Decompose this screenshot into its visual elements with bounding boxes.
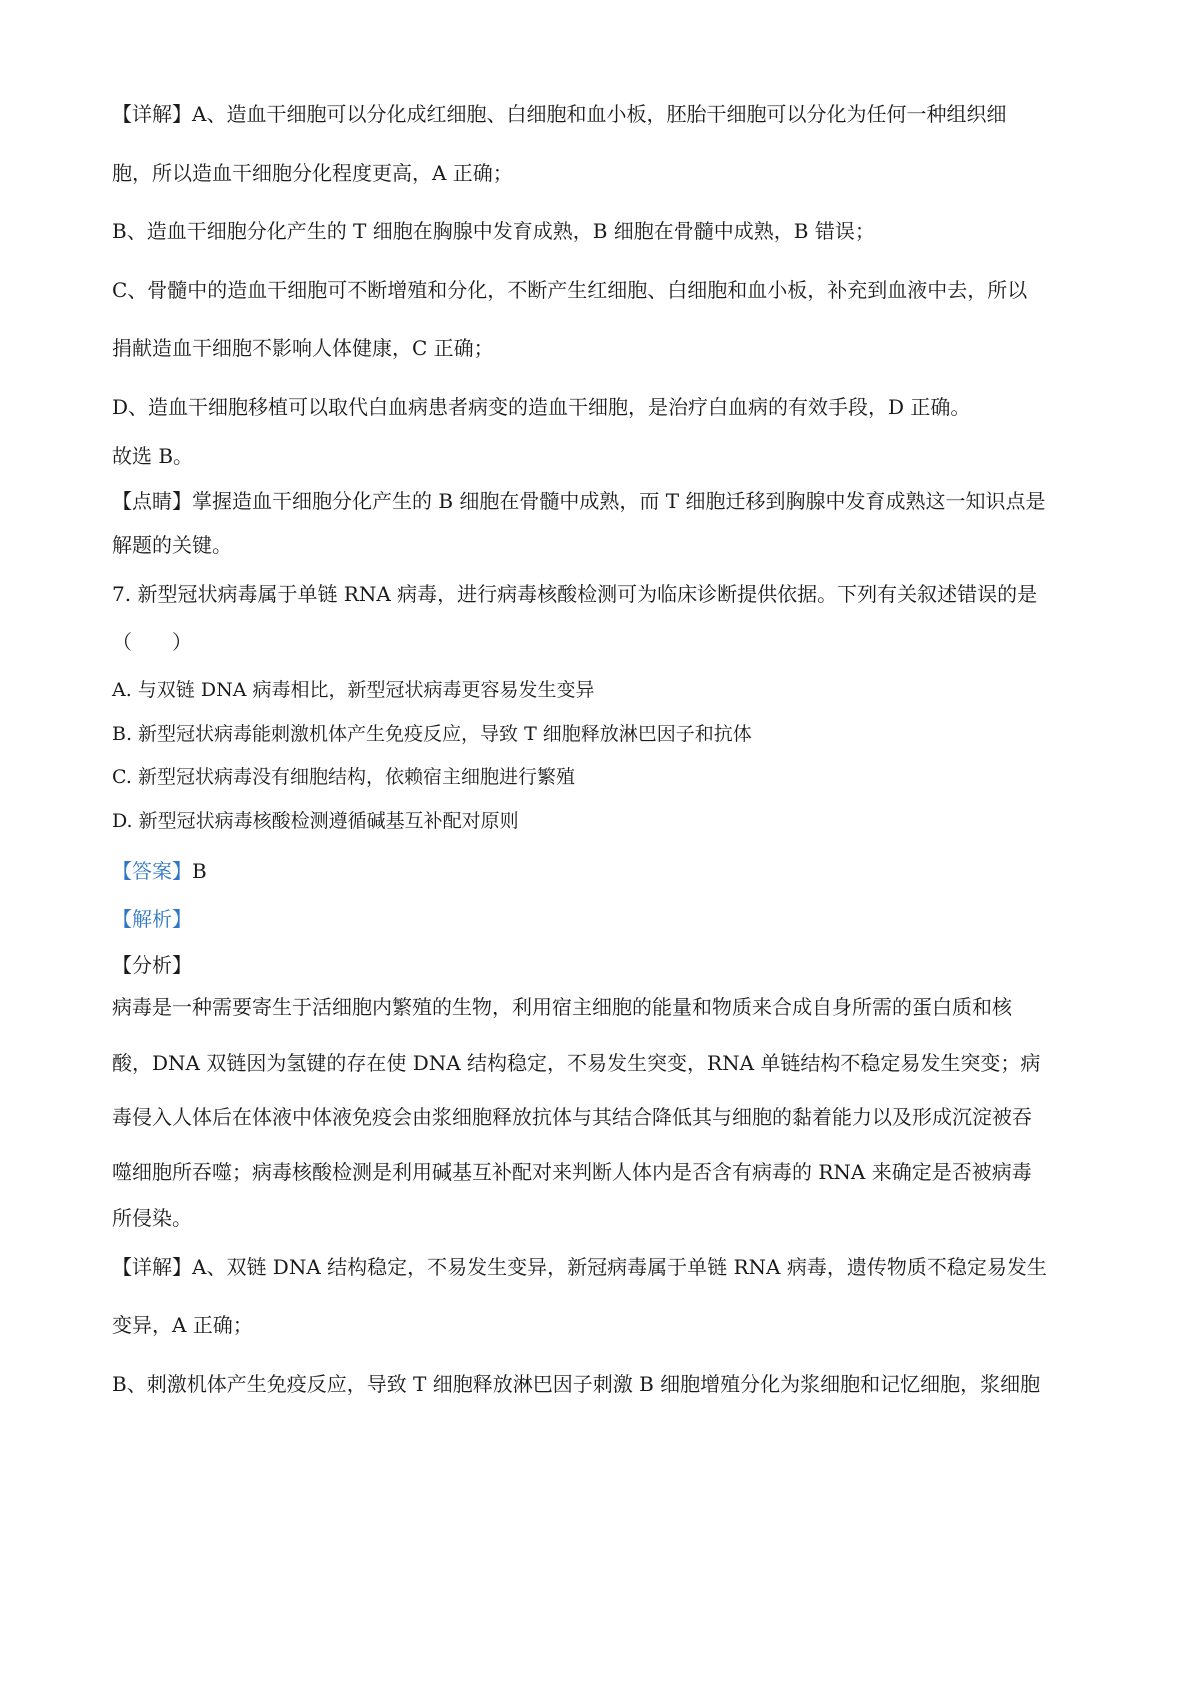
analysis-text-line: 噬细胞所吞噬；病毒核酸检测是利用碱基互补配对来判断人体内是否含有病毒的 RNA 来确定是否被病毒 [112,1160,1032,1184]
option-d: D. 新型冠状病毒核酸检测遵循碱基互补配对原则 [112,810,519,832]
question-stem-line: 7. 新型冠状病毒属于单链 RNA 病毒，进行病毒核酸检测可为临床诊断提供依据。下列有关叙述错误的是 [112,582,1038,606]
detail-text-line: D、造血干细胞移植可以取代白血病患者病变的造血干细胞，是治疗白血病的有效手段，D 正确。 [112,395,971,419]
tip-text-line: 【点睛】掌握造血干细胞分化产生的 B 细胞在骨髓中成熟，而 T 细胞迁移到胸腺中发育成熟这一知识点是 [112,489,1046,513]
analysis-text-line: 病毒是一种需要寄生于活细胞内繁殖的生物，利用宿主细胞的能量和物质来合成自身所需的蛋白质和核 [112,995,1012,1019]
answer-value: B [192,859,207,883]
conclusion-text: 故选 B。 [112,444,194,468]
analysis-text-line: 所侵染。 [112,1206,192,1230]
analysis-text-line: 毒侵入人体后在体液中体液免疫会由浆细胞释放抗体与其结合降低其与细胞的黏着能力以及形成沉淀被吞 [112,1105,1032,1129]
answer-label: 【答案】 [112,859,192,883]
analysis-text-line: 酸，DNA 双链因为氢键的存在使 DNA 结构稳定，不易发生突变，RNA 单链结构不稳定易发生突变；病 [112,1051,1041,1075]
detail-text-line: 胞，所以造血干细胞分化程度更高，A 正确； [112,161,513,185]
analysis-heading: 【分析】 [112,953,192,977]
analysis-label: 【解析】 [112,907,192,931]
option-a: A. 与双链 DNA 病毒相比，新型冠状病毒更容易发生变异 [112,679,595,701]
detail-text-line: B、造血干细胞分化产生的 T 细胞在胸腺中发育成熟，B 细胞在骨髓中成熟，B 错误； [112,219,875,243]
detail-text-line: B、刺激机体产生免疫反应，导致 T 细胞释放淋巴因子刺激 B 细胞增殖分化为浆细胞和记忆细胞，浆细胞 [112,1372,1041,1396]
option-b: B. 新型冠状病毒能刺激机体产生免疫反应，导致 T 细胞释放淋巴因子和抗体 [112,723,752,745]
tip-text-line: 解题的关键。 [112,533,232,557]
detail-text-line: 【详解】A、造血干细胞可以分化成红细胞、白细胞和血小板，胚胎干细胞可以分化为任何一种组织细 [112,102,1007,126]
detail-text-line: 【详解】A、双链 DNA 结构稳定，不易发生变异，新冠病毒属于单链 RNA 病毒，遗传物质不稳定易发生 [112,1255,1047,1279]
detail-text-line: C、骨髓中的造血干细胞可不断增殖和分化，不断产生红细胞、白细胞和血小板，补充到血液中去，所以 [112,278,1028,302]
detail-text-line: 捐献造血干细胞不影响人体健康，C 正确； [112,336,494,360]
detail-text-line: 变异，A 正确； [112,1313,253,1337]
option-c: C. 新型冠状病毒没有细胞结构，依赖宿主细胞进行繁殖 [112,766,575,788]
question-bracket: （ ） [112,630,192,654]
answer-line [112,857,1102,885]
